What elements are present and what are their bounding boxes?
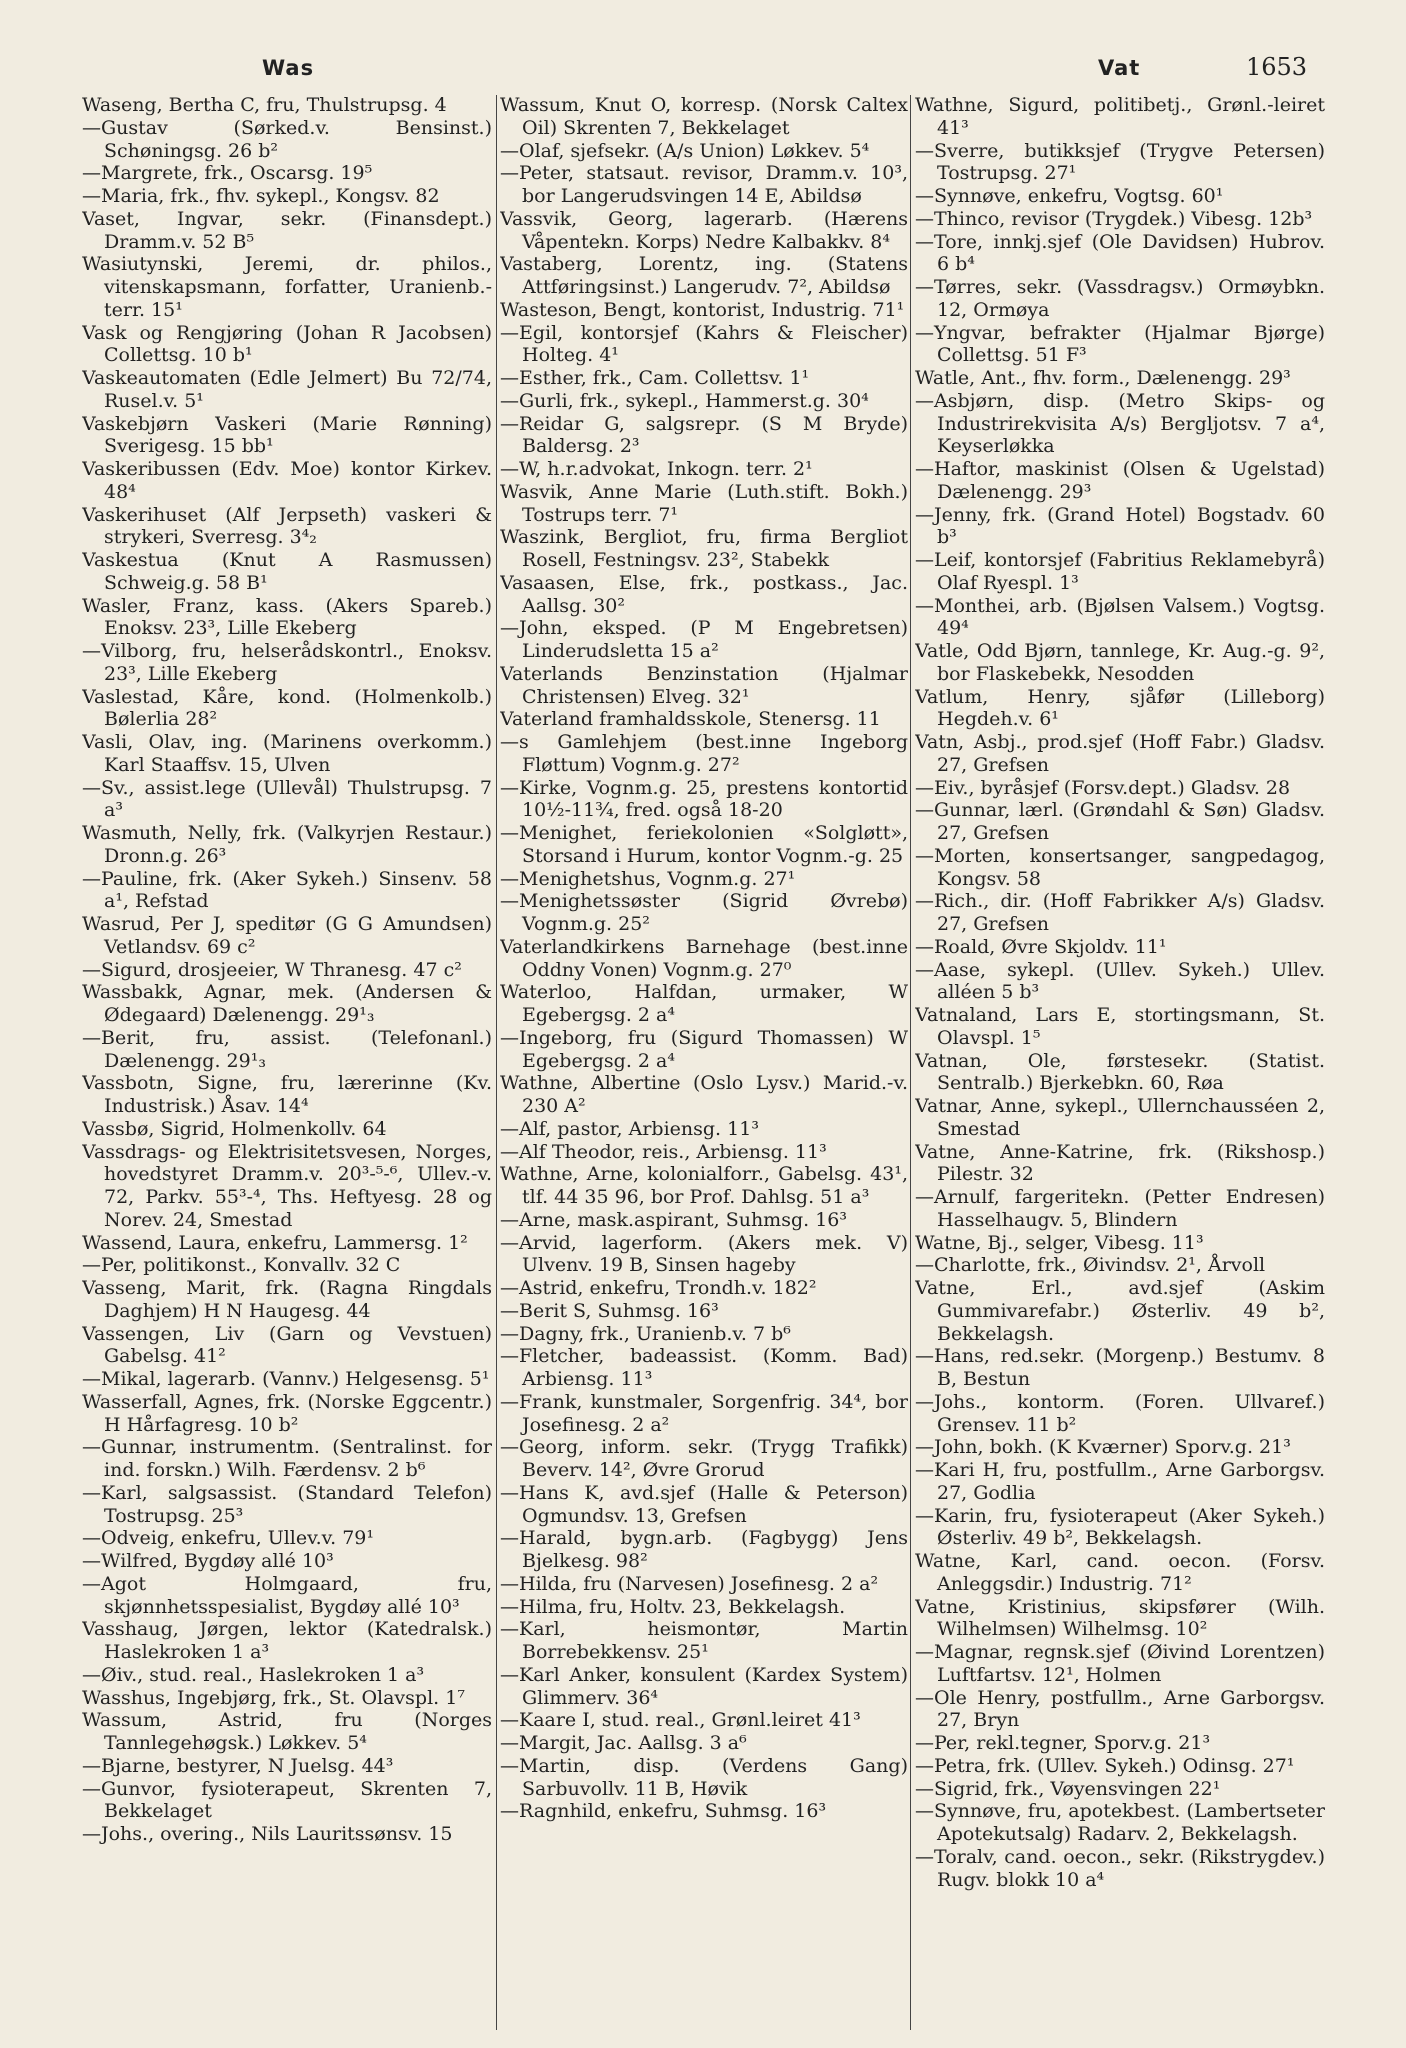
directory-entry: —Hilda, fru (Narvesen) Josefinesg. 2 a² (500, 1572, 879, 1595)
directory-entry: Vatle, Odd Bjørn, tannlege, Kr. Aug.-g. 9², bor Flaskebekk, Nesodden (915, 640, 1325, 685)
directory-entry: —Tore, innkj.sjef (Ole Davidsen) Hubrov. 6 b⁴ (915, 230, 1325, 276)
directory-entry: —Tørres, sekr. (Vassdragsv.) Ormøybkn. 12, Ormøya (915, 276, 1325, 321)
directory-entry: —Per, politikonst., Konvallv. 32 C (82, 1254, 401, 1277)
directory-entry: —John, eksped. (P M Engebretsen) Linderudsletta 15 a² (500, 617, 908, 662)
directory-entry: —Arnulf, fargeritekn. (Petter Endresen) Hasselhaugv. 5, Blindern (915, 1186, 1325, 1231)
directory-entry: Wassbakk, Agnar, mek. (Andersen & Ødegaard) Dælenengg. 29¹₃ (82, 981, 492, 1026)
directory-entry: —Karl, heismontør, Martin Borrebekkensv. 25¹ (500, 1618, 908, 1663)
directory-entry: —Margit, Jac. Aallsg. 3 a⁶ (500, 1732, 747, 1754)
directory-entry: Vatnar, Anne, sykepl., Ullernchausséen 2, Smestad (915, 1095, 1325, 1140)
directory-entry: —Olaf, sjefsekr. (A/s Union) Løkkev. 5⁴ (500, 139, 870, 162)
directory-entry: Vassvik, Georg, lagerarb. (Hærens Våpentekn. Korps) Nedre Kalbakkv. 8⁴ (500, 207, 908, 253)
directory-entry: —Pauline, frk. (Aker Sykeh.) Sinsenv. 58 a¹, Refstad (82, 867, 492, 913)
directory-entry: —Gustav (Sørked.v. Bensinst.) Schøningsg. 26 b² (82, 116, 492, 162)
directory-entry: —Menighet, feriekolonien «Solgløtt», Storsand i Hurum, kontor Vognm.-g. 25 (500, 822, 908, 867)
directory-entry: Vaslestad, Kåre, kond. (Holmenkolb.) Bølerlia 28² (82, 685, 492, 731)
directory-entry: Watne, Bj., selger, Vibesg. 11³ (915, 1231, 1204, 1254)
directory-entry: —Leif, kontorsjef (Fabritius Reklamebyrå) Olaf Ryespl. 1³ (915, 549, 1325, 594)
directory-entry: —Bjarne, bestyrer, N Juelsg. 44³ (82, 1754, 394, 1777)
directory-entry: Vatne, Kristinius, skipsfører (Wilh. Wilhelmsen) Wilhelmsg. 10² (915, 1595, 1325, 1641)
directory-entry: Vaterland framhaldsskole, Stenersg. 11 (500, 708, 881, 731)
directory-entry: Vasaasen, Else, frk., postkass., Jac. Aallsg. 30² (500, 571, 908, 617)
directory-entry: —s Gamlehjem (best.inne Ingeborg Fløttum) Vognm.g. 27² (500, 731, 908, 776)
directory-entry: —Synnøve, fru, apotekbest. (Lambertseter Apotekutsalg) Radarv. 2, Bekkelagsh. (915, 1800, 1325, 1845)
directory-entry: —Vilborg, fru, helserådskontrl., Enoksv. 23³, Lille Ekeberg (82, 640, 492, 685)
directory-entry: —Kari H, fru, postfullm., Arne Garborgsv. 27, Godlia (915, 1459, 1325, 1504)
directory-column-1 (82, 94, 492, 2034)
directory-entry: Vassengen, Liv (Garn og Vevstuen) Gabelsg. 41² (82, 1322, 492, 1368)
directory-entry: —Toralv, cand. oecon., sekr. (Rikstrygdev.) Rugv. blokk 10 a⁴ (915, 1845, 1325, 1891)
directory-entry: Vaskeribussen (Edv. Moe) kontor Kirkev. 48⁴ (82, 458, 492, 503)
directory-entry: —Hans, red.sekr. (Morgenp.) Bestumv. 8 B, Bestun (915, 1345, 1325, 1390)
directory-entry: Vatlum, Henry, sjåfør (Lilleborg) Hegdeh.v. 6¹ (915, 685, 1325, 731)
directory-entry: —Astrid, enkefru, Trondh.v. 182² (500, 1277, 817, 1299)
directory-entry: Wasserfall, Agnes, frk. (Norske Eggcentr.) H Hårfagresg. 10 b² (82, 1390, 492, 1436)
directory-entry: Vatne, Anne-Katrine, frk. (Rikshosp.) Pilestr. 32 (915, 1140, 1325, 1186)
directory-entry: Wassum, Astrid, fru (Norges Tannlegehøgsk.) Løkkev. 5⁴ (82, 1709, 492, 1754)
directory-entry: —Gunnar, lærl. (Grøndahl & Søn) Gladsv. 27, Grefsen (915, 799, 1325, 844)
directory-column-2 (500, 94, 908, 2034)
directory-entry: —Sv., assist.lege (Ullevål) Thulstrupsg. 7 a³ (82, 776, 492, 822)
directory-entry: —Georg, inform. sekr. (Trygg Trafikk) Beverv. 14², Øvre Grorud (500, 1436, 908, 1481)
directory-entry: —Kaare I, stud. real., Grønl.leiret 41³ (500, 1709, 861, 1732)
directory-entry: Wassum, Knut O, korresp. (Norsk Caltex Oil) Skrenten 7, Bekkelaget (500, 94, 908, 139)
directory-entry: —Morten, konsertsanger, sangpedagog, Kongsv. 58 (915, 844, 1325, 890)
directory-entry: —Ingeborg, fru (Sigurd Thomassen) W Egebergsg. 2 a⁴ (500, 1026, 908, 1072)
directory-entry: —Petra, frk. (Ullev. Sykeh.) Odinsg. 27¹ (915, 1754, 1295, 1777)
directory-entry: —Asbjørn, disp. (Metro Skips- og Industrirekvisita A/s) Bergljotsv. 7 a⁴, Keyserløkka (915, 389, 1325, 458)
directory-entry: —Yngvar, befrakter (Hjalmar Bjørge) Collettsg. 51 F³ (915, 321, 1325, 367)
directory-column-3 (915, 94, 1325, 2034)
directory-entry: —Berit, fru, assist. (Telefonanl.) Dælenengg. 29¹₃ (82, 1026, 492, 1072)
directory-entry: —Alf, pastor, Arbiensg. 11³ (500, 1117, 759, 1140)
directory-entry: Vatnaland, Lars E, stortingsmann, St. Olavspl. 1⁵ (915, 1004, 1325, 1049)
directory-entry: —Sigrid, frk., Vøyensvingen 22¹ (915, 1777, 1221, 1800)
directory-entry: —Karl, salgsassist. (Standard Telefon) Tostrupsg. 25³ (82, 1481, 492, 1527)
directory-entry: Vasseng, Marit, frk. (Ragna Ringdals Daghjem) H N Haugesg. 44 (82, 1277, 492, 1322)
directory-entry: Vaskeautomaten (Edle Jelmert) Bu 72/74, Rusel.v. 5¹ (82, 367, 492, 412)
directory-entry: Vaskestua (Knut A Rasmussen) Schweig.g. 58 B¹ (82, 549, 492, 594)
directory-entry: —Sigurd, drosjeeier, W Thranesg. 47 c² (82, 958, 462, 981)
directory-entry: —Eiv., byråsjef (Forsv.dept.) Gladsv. 28 (915, 776, 1291, 799)
page-number: 1653 (1246, 53, 1308, 81)
directory-entry: Waszink, Bergliot, fru, firma Bergliot Rosell, Festningsv. 23², Stabekk (500, 526, 908, 571)
guide-word-right: Vat (1098, 56, 1141, 80)
directory-entry: —Hilma, fru, Holtv. 23, Bekkelagsh. (500, 1595, 846, 1618)
directory-entry: —Reidar G, salgsrepr. (S M Bryde) Baldersg. 2³ (500, 412, 908, 458)
directory-entry: —Rich., dir. (Hoff Fabrikker A/s) Gladsv. 27, Grefsen (915, 890, 1325, 935)
column-divider (910, 95, 911, 2030)
directory-entry: Wathne, Arne, kolonialforr., Gabelsg. 43¹, tlf. 44 35 96, bor Prof. Dahlsg. 51 a³ (500, 1163, 908, 1208)
directory-entry: —Egil, kontorsjef (Kahrs & Fleischer) Holteg. 4¹ (500, 321, 908, 367)
directory-entry: —Per, rekl.tegner, Sporv.g. 21³ (915, 1732, 1211, 1754)
directory-entry: Vask og Rengjøring (Johan R Jacobsen) Collettsg. 10 b¹ (82, 321, 492, 367)
directory-entry: Waseng, Bertha C, fru, Thulstrupsg. 4 (82, 94, 447, 116)
directory-entry: Wasrud, Per J, speditør (G G Amundsen) Vetlandsv. 69 c² (82, 913, 492, 958)
directory-entry: —Karl Anker, konsulent (Kardex System) Glimmerv. 36⁴ (500, 1663, 908, 1709)
directory-entry: —Odveig, enkefru, Ullev.v. 79¹ (82, 1527, 374, 1550)
directory-entry: Wathne, Sigurd, politibetj., Grønl.-leiret 41³ (915, 94, 1325, 139)
directory-entry: —Johs., kontorm. (Foren. Ullvaref.) Grensev. 11 b² (915, 1390, 1325, 1436)
directory-entry: —Arvid, lagerform. (Akers mek. V) Ulvenv. 19 B, Sinsen hageby (500, 1231, 908, 1277)
directory-entry: —Ragnhild, enkefru, Suhmsg. 16³ (500, 1800, 827, 1823)
directory-entry: —Charlotte, frk., Øivindsv. 2¹, Årvoll (915, 1254, 1266, 1277)
directory-entry: —Gurli, frk., sykepl., Hammerst.g. 30⁴ (500, 389, 869, 412)
directory-entry: —Kirke, Vognm.g. 25, prestens kontortid 10½-11¾, fred. også 18-20 (500, 776, 908, 822)
directory-entry: —Hans K, avd.sjef (Halle & Peterson) Ogmundsv. 13, Grefsen (500, 1481, 908, 1527)
directory-entry: —Jenny, frk. (Grand Hotel) Bogstadv. 60 b³ (915, 503, 1325, 549)
directory-entry: Vassbotn, Signe, fru, lærerinne (Kv. Industrisk.) Åsav. 14⁴ (82, 1072, 492, 1117)
directory-entry: Watne, Karl, cand. oecon. (Forsv. Anleggsdir.) Industrig. 71² (915, 1550, 1325, 1595)
directory-entry: —Monthei, arb. (Bjølsen Valsem.) Vogtsg. 49⁴ (915, 594, 1325, 640)
directory-entry: Wasler, Franz, kass. (Akers Spareb.) Enoksv. 23³, Lille Ekeberg (82, 594, 492, 640)
column-divider (496, 95, 497, 2030)
directory-entry: Wathne, Albertine (Oslo Lysv.) Marid.-v. 230 A² (500, 1072, 908, 1117)
directory-entry: —Øiv., stud. real., Haslekroken 1 a³ (82, 1663, 425, 1686)
directory-entry: Waterloo, Halfdan, urmaker, W Egebergsg. 2 a⁴ (500, 981, 908, 1026)
directory-entry: —Alf Theodor, reis., Arbiensg. 11³ (500, 1140, 827, 1163)
directory-entry: Wasvik, Anne Marie (Luth.stift. Bokh.) Tostrups terr. 7¹ (500, 480, 908, 526)
directory-entry: Vasli, Olav, ing. (Marinens overkomm.) Karl Staaffsv. 15, Ulven (82, 731, 492, 776)
directory-entry: Vaskebjørn Vaskeri (Marie Rønning) Sverigesg. 15 bb¹ (82, 412, 492, 458)
directory-entry: Vatn, Asbj., prod.sjef (Hoff Fabr.) Gladsv. 27, Grefsen (915, 731, 1325, 776)
directory-entry: —Gunvor, fysioterapeut, Skrenten 7, Bekkelaget (82, 1777, 492, 1823)
directory-entry: Wasmuth, Nelly, frk. (Valkyrjen Restaur.) Dronn.g. 26³ (82, 822, 492, 867)
guide-word-left: Was (262, 56, 315, 80)
directory-entry: —Esther, frk., Cam. Collettsv. 1¹ (500, 367, 810, 389)
directory-entry: —Synnøve, enkefru, Vogtsg. 60¹ (915, 185, 1224, 207)
directory-entry: —Agot Holmgaard, fru, skjønnhetsspesialist, Bygdøy allé 10³ (82, 1572, 492, 1618)
directory-entry: —Roald, Øvre Skjoldv. 11¹ (915, 935, 1167, 958)
directory-entry: —Karin, fru, fysioterapeut (Aker Sykeh.) Østerliv. 49 b², Bekkelagsh. (915, 1504, 1325, 1550)
directory-entry: Wasteson, Bengt, kontorist, Industrig. 71¹ (500, 298, 905, 321)
directory-entry: —Johs., overing., Nils Lauritssønsv. 15 (82, 1823, 453, 1845)
directory-entry: —John, bokh. (K Kværner) Sporv.g. 21³ (915, 1436, 1291, 1459)
directory-entry: —Menighetssøster (Sigrid Øvrebø) Vognm.g. 25² (500, 890, 908, 935)
directory-entry: Watle, Ant., fhv. form., Dælenengg. 29³ (915, 367, 1291, 389)
directory-entry: —Haftor, maskinist (Olsen & Ugelstad) Dælenengg. 29³ (915, 458, 1325, 503)
directory-entry: Vaterlands Benzinstation (Hjalmar Christensen) Elveg. 32¹ (500, 662, 908, 708)
directory-entry: Vaset, Ingvar, sekr. (Finansdept.) Dramm.v. 52 B⁵ (82, 207, 492, 253)
page-header (0, 40, 1406, 100)
directory-entry: —Margrete, frk., Oscarsg. 19⁵ (82, 162, 373, 185)
directory-entry: Vaterlandkirkens Barnehage (best.inne Oddny Vonen) Vognm.g. 27⁰ (500, 935, 908, 981)
directory-entry: —Thinco, revisor (Trygdek.) Vibesg. 12b³ (915, 207, 1313, 230)
directory-entry: Vassbø, Sigrid, Holmenkollv. 64 (82, 1117, 387, 1140)
directory-entry: —Peter, statsaut. revisor, Dramm.v. 10³, bor Langerudsvingen 14 E, Abildsø (500, 162, 908, 207)
directory-entry: —Dagny, frk., Uranienb.v. 7 b⁶ (500, 1322, 791, 1345)
directory-entry: —Fletcher, badeassist. (Komm. Bad) Arbiensg. 11³ (500, 1345, 908, 1390)
directory-entry: —Martin, disp. (Verdens Gang) Sarbuvollv. 11 B, Høvik (500, 1754, 908, 1800)
directory-entry: Wassend, Laura, enkefru, Lammersg. 1² (82, 1231, 468, 1254)
directory-entry: —Ole Henry, postfullm., Arne Garborgsv. 27, Bryn (915, 1686, 1325, 1732)
directory-entry: Vaskerihuset (Alf Jerpseth) vaskeri & strykeri, Sverresg. 3⁴₂ (82, 503, 492, 549)
directory-entry: Wasshus, Ingebjørg, frk., St. Olavspl. 1⁷ (82, 1686, 465, 1709)
directory-entry: —Aase, sykepl. (Ullev. Sykeh.) Ullev. alléen 5 b³ (915, 958, 1325, 1004)
directory-entry: —Gunnar, instrumentm. (Sentralinst. for ind. forskn.) Wilh. Færdensv. 2 b⁶ (82, 1436, 492, 1481)
directory-entry: Vatne, Erl., avd.sjef (Askim Gummivarefabr.) Østerliv. 49 b², Bekkelagsh. (915, 1277, 1325, 1345)
directory-entry: Wasiutynski, Jeremi, dr. philos., vitenskapsmann, forfatter, Uranienb.-terr. 15¹ (82, 253, 492, 321)
directory-entry: Vatnan, Ole, førstesekr. (Statist. Sentralb.) Bjerkebkn. 60, Røa (915, 1049, 1325, 1095)
directory-entry: —Wilfred, Bygdøy allé 10³ (82, 1550, 334, 1572)
directory-entry: —Frank, kunstmaler, Sorgenfrig. 34⁴, bor Josefinesg. 2 a² (500, 1390, 908, 1436)
directory-entry: —Sverre, butikksjef (Trygve Petersen) Tostrupsg. 27¹ (915, 139, 1325, 185)
directory-entry: —Menighetshus, Vognm.g. 27¹ (500, 867, 796, 890)
directory-entry: —Berit S, Suhmsg. 16³ (500, 1299, 719, 1322)
directory-entry: —Magnar, regnsk.sjef (Øivind Lorentzen) Luftfartsv. 12¹, Holmen (915, 1641, 1325, 1686)
directory-entry: —Mikal, lagerarb. (Vannv.) Helgesensg. 5¹ (82, 1368, 490, 1390)
directory-entry: —Arne, mask.aspirant, Suhmsg. 16³ (500, 1208, 847, 1231)
directory-entry: Vasshaug, Jørgen, lektor (Katedralsk.) Haslekroken 1 a³ (82, 1618, 492, 1663)
directory-entry: —Harald, bygn.arb. (Fagbygg) Jens Bjelkesg. 98² (500, 1527, 908, 1572)
directory-entry: Vassdrags- og Elektrisitetsvesen, Norges, hovedstyret Dramm.v. 20³-⁵-⁶, Ullev.-v. 72, Parkv. 55³-⁴, Ths. Heftyesg. 28 og Norev. 24, Smestad (82, 1140, 492, 1231)
directory-entry: Vastaberg, Lorentz, ing. (Statens Attføringsinst.) Langerudv. 7², Abildsø (500, 253, 908, 298)
directory-entry: —W, h.r.advokat, Inkogn. terr. 2¹ (500, 458, 813, 480)
directory-entry: —Maria, frk., fhv. sykepl., Kongsv. 82 (82, 185, 440, 207)
